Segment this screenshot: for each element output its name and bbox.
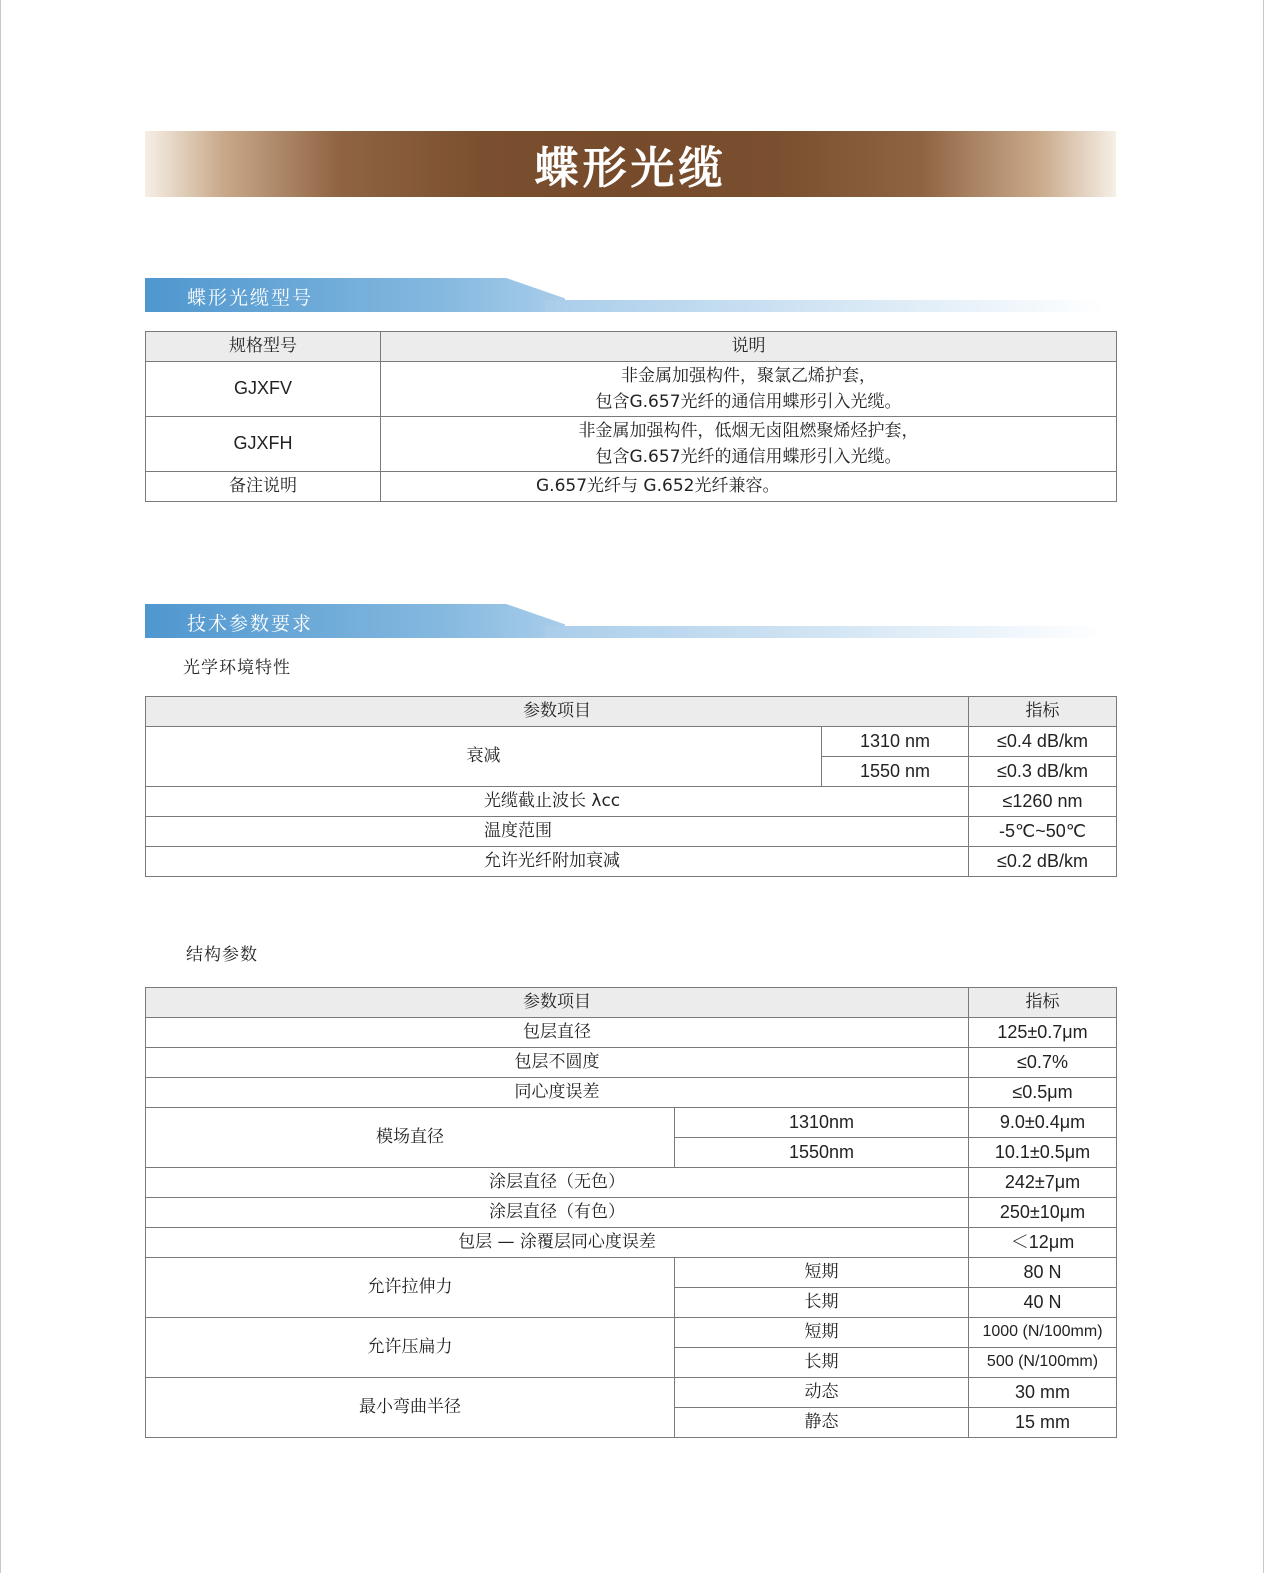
sub-cell: 短期 [675,1318,969,1348]
value-cell: 9.0±0.4μm [969,1108,1117,1138]
table-row [146,1378,1117,1408]
table-row [146,1018,1117,1048]
header-value: 指标 [969,988,1117,1018]
model-name: GJXFH [146,417,381,472]
table-row [146,1078,1117,1108]
note-text: G.657光纤与 G.652光纤兼容。 [381,472,1117,502]
sub-cell: 1310nm [675,1108,969,1138]
value-cell: 500 (N/100mm) [969,1348,1117,1378]
table-row [146,1228,1117,1258]
table-row [146,362,1117,417]
value-cell: 30 mm [969,1378,1117,1408]
table-row [146,787,1117,817]
note-label: 备注说明 [146,472,381,502]
description-line: 非金属加强构件，低烟无卤阻燃聚烯烃护套， [578,420,919,441]
value-cell: 10.1±0.5μm [969,1138,1117,1168]
sub-cell: 短期 [675,1258,969,1288]
optical-subtitle: 光学环境特性 [183,658,291,678]
table-row [146,417,1117,472]
crush-label: 允许压扁力 [146,1318,675,1378]
value-cell: ≤0.5μm [969,1078,1117,1108]
description-line: 非金属加强构件，聚氯乙烯护套， [621,365,876,386]
note-row [146,472,1117,502]
value-cell: 250±10μm [969,1198,1117,1228]
table-row [146,1108,1117,1138]
value-cell: -5℃~50℃ [969,817,1117,847]
header-value: 指标 [969,697,1117,727]
structure-table [145,987,1117,1438]
sub-cell: 长期 [675,1348,969,1378]
section-tail [545,300,1105,312]
section-title: 技术参数要求 [187,613,314,635]
value-cell: ≤0.2 dB/km [969,847,1117,877]
model-table [145,331,1117,502]
value-cell: 80 N [969,1258,1117,1288]
table-row [146,1198,1117,1228]
sub-cell: 动态 [675,1378,969,1408]
wavelength-cell: 1550 nm [822,757,969,787]
value-cell: ≤0.7% [969,1048,1117,1078]
param-cell: 温度范围 [146,817,969,847]
section-header-tech [145,604,1105,638]
table-row [146,727,1117,757]
section-header-models [145,278,1105,312]
bend-label: 最小弯曲半径 [146,1378,675,1438]
param-cell: 包层直径 [146,1018,969,1048]
header-description: 说明 [381,332,1117,362]
table-row [146,847,1117,877]
description-line: 包含G.657光纤的通信用蝶形引入光缆。 [595,447,902,467]
value-cell: ≤0.4 dB/km [969,727,1117,757]
optical-table [145,696,1117,877]
param-cell: 包层 — 涂覆层同心度误差 [146,1228,969,1258]
table-header-row [146,332,1117,362]
table-row [146,1258,1117,1288]
sub-cell: 1550nm [675,1138,969,1168]
value-cell: 125±0.7μm [969,1018,1117,1048]
title-banner [145,131,1116,197]
value-cell: ≤0.3 dB/km [969,757,1117,787]
param-cell: 包层不圆度 [146,1048,969,1078]
section-title: 蝶形光缆型号 [187,287,314,309]
page-title: 蝶形光缆 [534,143,727,194]
param-cell: 允许光纤附加衰减 [146,847,969,877]
value-cell: 15 mm [969,1408,1117,1438]
table-row [146,1318,1117,1348]
description-line: 包含G.657光纤的通信用蝶形引入光缆。 [595,392,902,412]
header-model: 规格型号 [146,332,381,362]
attenuation-label: 衰减 [146,727,822,787]
model-description [381,362,1117,417]
table-row [146,817,1117,847]
value-cell: 40 N [969,1288,1117,1318]
table-row [146,1168,1117,1198]
section-tail [545,626,1105,638]
value-cell: 1000 (N/100mm) [969,1318,1117,1348]
table-header-row [146,988,1117,1018]
structure-subtitle: 结构参数 [186,945,258,965]
sub-cell: 静态 [675,1408,969,1438]
param-cell: 光缆截止波长 λcc [146,787,969,817]
model-name: GJXFV [146,362,381,417]
wavelength-cell: 1310 nm [822,727,969,757]
model-description [381,417,1117,472]
header-param: 参数项目 [146,697,969,727]
sub-cell: 长期 [675,1288,969,1318]
value-cell: 242±7μm [969,1168,1117,1198]
value-cell: ＜12μm [969,1228,1117,1258]
param-cell: 涂层直径（有色） [146,1198,969,1228]
param-cell: 涂层直径（无色） [146,1168,969,1198]
table-row [146,1048,1117,1078]
table-header-row [146,697,1117,727]
tensile-label: 允许拉伸力 [146,1258,675,1318]
mode-field-label: 模场直径 [146,1108,675,1168]
value-cell: ≤1260 nm [969,787,1117,817]
header-param: 参数项目 [146,988,969,1018]
param-cell: 同心度误差 [146,1078,969,1108]
